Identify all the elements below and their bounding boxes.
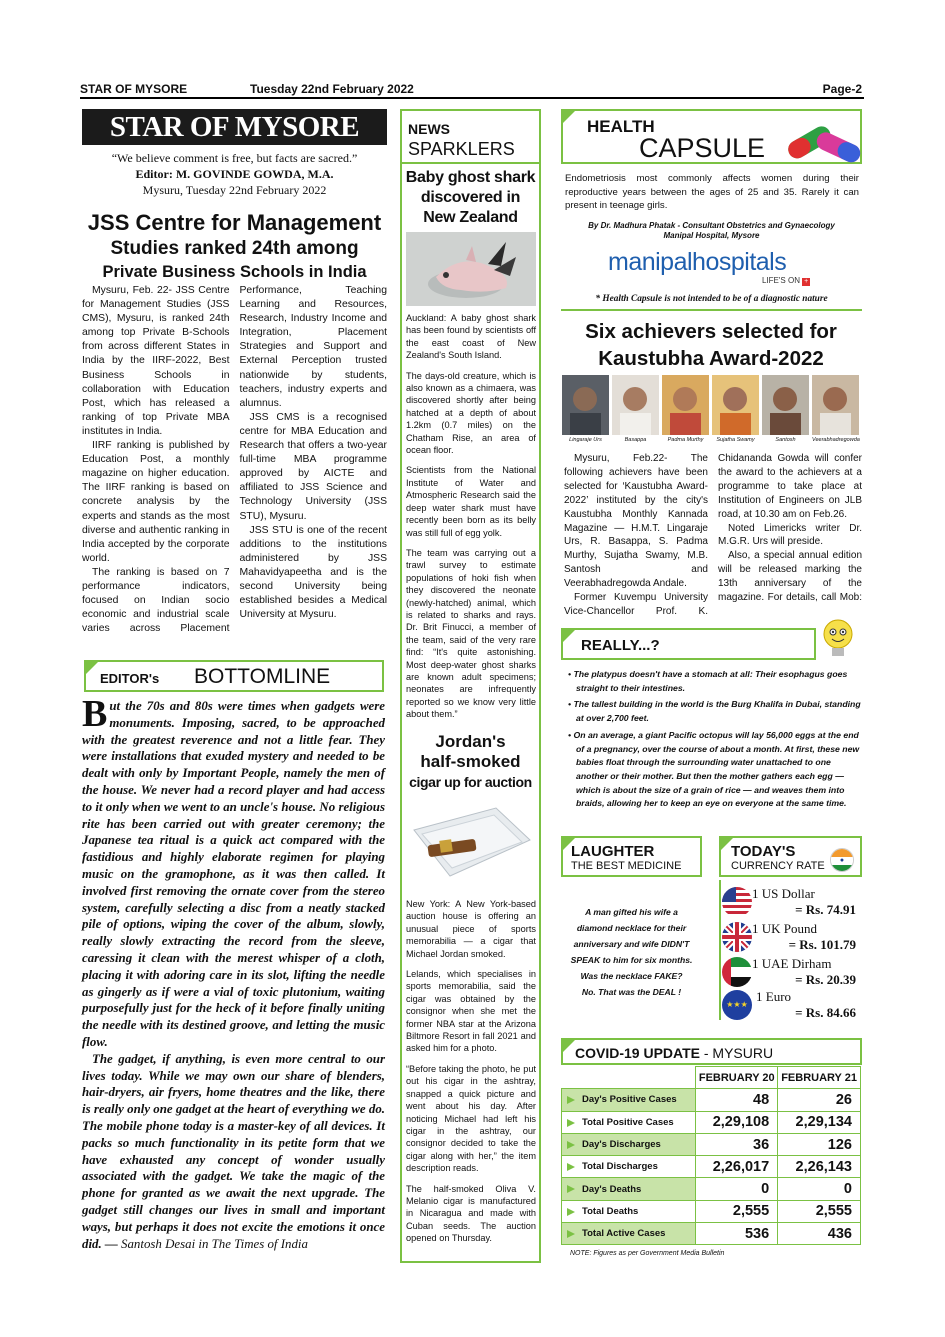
portrait-caption: Basappa (624, 437, 647, 443)
currency-subtitle: CURRENCY RATE (731, 860, 825, 872)
award-body (564, 452, 862, 624)
laughter-joke (561, 904, 702, 1000)
uae-flag-icon (722, 957, 752, 987)
really-item: • The platypus doesn't have a stomach at all: Their esophagus goes straight to their intestines. (568, 669, 848, 693)
health-title: CAPSULE (639, 133, 766, 163)
news-paragraph: New York: A New York-based auction house is offering an unusual piece of sports memorabilia — a cigar that Michael Jordan smoked. (406, 899, 536, 959)
covid-note: NOTE: Figures as per Government Media Bulletin (570, 1250, 725, 1257)
currency-name: 1 UAE Dirham (752, 956, 832, 971)
covid-empty-cell (562, 1067, 696, 1089)
covid-title (575, 1045, 773, 1061)
covid-col-feb21: FEBRUARY 21 (778, 1067, 861, 1089)
corner-triangle-icon (561, 628, 577, 644)
award-paragraph: Also, a special annual edition will be released marking the 13th anniversary of the magazine. For details, call Mob: (718, 550, 862, 604)
masthead-title: STAR OF MYSORE (82, 109, 387, 145)
portrait-caption: Veerabhadregowda (812, 437, 860, 443)
covid-row-label-text: Total Active Cases (582, 1228, 666, 1240)
jordan-headline-line2: half-smoked (420, 752, 521, 771)
news-paragraph: Lelands, which specialises in sports memorabilia, said the cigar was obtained by the consignor when she met the former NBA star at the Arizona Biltmore Resort in fall 2021 and asked him for a photo. (406, 969, 536, 1054)
covid-row-label-text: Total Positive Cases (582, 1116, 674, 1128)
covid-row-label-text: Total Deaths (582, 1205, 639, 1217)
covid-row (562, 1111, 861, 1133)
jss-headline-line3: Private Business Schools in India (102, 263, 367, 281)
covid-row (562, 1200, 861, 1222)
really-item-text: On an average, a giant Pacific octopus will lay 56,000 eggs at the end of a pregnancy, over the course of about a month. At first, these new babies float through the surrounding water unattached to one another or their mother. But then the mother gathers each egg — which is about the size of a grain of rice — and weaves them into braids, allowing her to keep an eye on everyone at the same time. (573, 729, 860, 809)
masthead (82, 150, 387, 198)
uk-flag-icon (722, 922, 752, 952)
covid-title-main: COVID-19 UPDATE (575, 1045, 700, 1061)
cigar-illustration (406, 800, 536, 892)
currency-name: 1 Euro (756, 989, 792, 1004)
award-portraits (562, 375, 862, 445)
covid-value: 36 (696, 1133, 778, 1155)
award-paragraph: Mysuru, Feb.22- The following achievers have been selected for ‘Kaustubha Award-2022’ instituted by the city's Kaustubha Monthly Kannada Magazine — H.M.T. Lingaraje Urs, R. Basappa, S. Padma Murthy, Sujatha Swamy, M.B. Santosh and Veerabhadregowda Andale. (564, 453, 708, 590)
corner-triangle-icon (84, 660, 100, 676)
portrait-photo (712, 375, 759, 435)
header-paper-name: STAR OF MYSORE (80, 82, 188, 96)
really-item: • The tallest building in the world is the Burg Khalifa in Dubai, standing at over 2,700 feet. (568, 699, 861, 724)
india-flag-icon: ● (830, 848, 854, 872)
cigar-ashtray-photo (406, 800, 536, 892)
ghost-shark-photo (406, 232, 536, 306)
health-tag: HEALTH (587, 117, 655, 136)
covid-row (562, 1156, 861, 1178)
covid-row-label (562, 1111, 696, 1133)
health-text: Endometriosis most commonly affects women during their reproductive years between the ages of 25 and 35. Rarely it can present in teenage girls. (565, 173, 859, 211)
jss-headline (82, 209, 387, 283)
covid-row-label (562, 1133, 696, 1155)
bulb-mascot-icon (816, 616, 860, 664)
currency-value: = Rs. 101.79 (788, 937, 856, 952)
covid-value: 2,555 (778, 1200, 861, 1222)
jss-headline-line1: JSS Centre for Management (87, 210, 382, 235)
currency-value: = Rs. 84.66 (795, 1005, 856, 1020)
covid-value: 0 (778, 1178, 861, 1200)
jss-paragraph: IIRF ranking is published by Education Post, a monthly magazine on higher education. The IIRF ranking is based on concrete analysis by the experts and stands as the most diverse and authentic ranking in India accepted by the corporate world. (82, 440, 230, 564)
health-byline-hospital: Manipal Hospital, Mysore (663, 231, 760, 240)
portrait-caption: Sujatha Swamy (716, 437, 755, 443)
editors-tag: EDITOR's (100, 671, 160, 686)
portrait-caption: Padma Murthy (667, 437, 704, 443)
currency-value: = Rs. 74.91 (795, 902, 856, 917)
masthead-editor: Editor: M. GOVINDE GOWDA, M.A. (135, 167, 334, 181)
manipal-logo: manipalhospitals (608, 248, 787, 276)
joke-line: No. That was the DEAL ! (581, 987, 682, 997)
portrait-photo (612, 375, 659, 435)
header-date: Tuesday 22nd February 2022 (250, 82, 414, 96)
currency-eur (756, 989, 856, 1021)
covid-value: 2,29,108 (696, 1111, 778, 1133)
laughter-header (561, 836, 702, 877)
covid-row-label (562, 1178, 696, 1200)
arrow-icon (567, 1141, 575, 1149)
plus-icon: + (804, 278, 809, 285)
arrow-icon (567, 1185, 575, 1193)
covid-value: 2,26,017 (696, 1156, 778, 1178)
covid-header-row (562, 1067, 861, 1089)
news-paragraph: The half-smoked Oliva V. Melanio cigar is manufactured in Nicaragua and made with Cuban seeds. The auction opened on Thursday. (406, 1183, 536, 1244)
arrow-icon (567, 1119, 575, 1127)
currency-gbp (752, 921, 856, 953)
editors-body (82, 693, 385, 1252)
jss-paragraph: Mysuru, Feb. 22- JSS Centre for Management Studies (JSS CMS), Mysuru, is ranked 24th among top Private B-Schools from across different States in India by the IIRF-2022, Best Business Schools in collaboration with Education Post, which has released a ranking of top Private MBA institutes in India. (82, 285, 230, 437)
covid-value: 48 (696, 1089, 778, 1111)
health-byline (561, 221, 862, 241)
manipal-tagline (762, 276, 810, 286)
covid-value: 126 (778, 1133, 861, 1155)
laughter-subtitle: THE BEST MEDICINE (571, 860, 682, 872)
eu-flag-icon: ★★★ (722, 990, 752, 1020)
really-item-text: The platypus doesn't have a stomach at all: Their esophagus goes straight to their intestines. (573, 669, 848, 693)
portrait-photo (812, 375, 859, 435)
editors-bottomline-header (84, 660, 384, 692)
covid-value: 0 (696, 1178, 778, 1200)
news-headline-ghost-shark: Baby ghost shark discovered in New Zealand (405, 169, 536, 226)
really-item-text: The tallest building in the world is the Burg Khalifa in Dubai, standing at over 2,700 feet. (573, 699, 861, 724)
covid-value: 26 (778, 1089, 861, 1111)
covid-row (562, 1223, 861, 1245)
covid-value: 2,29,134 (778, 1111, 861, 1133)
editors-credit: Santosh Desai in The Times of India (121, 1236, 308, 1251)
covid-value: 2,26,143 (778, 1156, 861, 1178)
currency-aed (752, 956, 856, 988)
joke-line: A man gifted his wife a (585, 907, 678, 917)
currency-usd (752, 886, 856, 918)
masthead-motto: “We believe comment is free, but facts are sacred.” (111, 151, 358, 165)
news-headline-jordan (404, 732, 537, 792)
covid-row-label (562, 1089, 696, 1111)
header-page-number: Page-2 (822, 82, 862, 96)
portrait-photo (762, 375, 809, 435)
currency-value: = Rs. 20.39 (795, 972, 856, 987)
portrait-caption: Santosh (775, 437, 796, 443)
news-paragraph: Auckland: A baby ghost shark has been found by scientists off the east coast of New Zealand's South Island. (406, 313, 536, 361)
covid-row (562, 1089, 861, 1111)
covid-row-label (562, 1156, 696, 1178)
joke-line: SPEAK to him for six months. (570, 955, 693, 965)
award-headline (556, 318, 866, 372)
currency-name: 1 UK Pound (752, 921, 818, 936)
covid-row-label-text: Total Discharges (582, 1161, 658, 1173)
really-list (566, 668, 862, 811)
news-paragraph: The team was carrying out a trawl survey to estimate populations of hoki fish when they discovered the neonate (newly-hatched) animal, which is related to sharks and rays. Dr. Brit Finucci, a member of the team, said of the very rare find: “It's quite astonishing. Most deep-water ghost sharks are known adult specimens; neonates are infrequently reported so we know very little about them.” (406, 547, 536, 720)
capsule-pills-icon (780, 112, 862, 168)
award-headline-line2: Kaustubha Award-2022 (598, 347, 824, 370)
news-jordan-body (406, 898, 536, 1253)
news-title: SPARKLERS (408, 139, 515, 159)
jss-paragraph: The ranking is based on 7 performance indicators, focused on Indian socio economic and industrial scale varies across Placement Performance, Teaching Learning and Resources, Research, Industry Income and Integration, Placement Strategies and Support and External Perception trusted nationwide by students, teachers, industry experts and alumnus. (82, 285, 387, 635)
joke-line: anniversary and wife DIDN'T (573, 939, 690, 949)
covid-row-label (562, 1200, 696, 1222)
award-paragraph: Former Kuvempu University Vice-Chancellor Prof. K. Chidananda Gowda will confer the award to the achievers at a programme to take place at Institution of Engineers on JLB road, at 10.30 am on Feb.26. (564, 453, 862, 617)
jss-paragraph: JSS STU is one of the recent additions to the institutions administered by JSS Mahavidyapeetha and is the second University being established besides a Medical University at Mysuru. (239, 524, 387, 621)
covid-col-feb20: FEBRUARY 20 (696, 1067, 778, 1089)
health-byline-doctor: By Dr. Madhura Phatak - Consultant Obstetrics and Gynaecology (588, 221, 835, 230)
covid-row (562, 1133, 861, 1155)
health-disclaimer: * Health Capsule is not intended to be of a diagnostic nature (595, 294, 828, 304)
really-item: • On an average, a giant Pacific octopus will lay 56,000 eggs at the end of a pregnancy, over the course of about a month. At first, these new babies float through the surrounding water unattached to one another or their mother. But then the mother gathers each egg — which is about the size of a grain of rice — and weaves them into braids, allowing her to keep an eye on everyone at the same time. (568, 729, 860, 809)
manipal-tagline-text: LIFE'S ON (762, 276, 800, 285)
covid-row-label-text: Day's Deaths (582, 1183, 642, 1195)
ghost-shark-illustration (406, 232, 536, 306)
corner-triangle-icon (561, 109, 577, 125)
covid-header (561, 1038, 862, 1065)
covid-table (561, 1066, 861, 1245)
covid-row-label-text: Day's Discharges (582, 1139, 661, 1151)
us-flag-icon (722, 887, 752, 917)
editors-paragraph: The gadget, if anything, is even more central to our lives today. While we may own our share of blenders, hair-dryers, air fryers, home theatres and the like, there is really only one gadget at the heart of everything we do. The mobile phone today is a master-key of all devices. It packs so much functionality in its petite form that we have exhausted any concept of wonder usually associated with the gadget. We take the magic of the phone for granted as we await the next upgrade. The gadget still changes our lives in small and important ways, but perhaps it does not excite the emotions it once did. — (82, 1051, 385, 1251)
currency-name: 1 US Dollar (752, 886, 815, 901)
joke-line: diamond necklace for their (576, 923, 687, 933)
jss-article-body (82, 284, 387, 650)
page-header (80, 79, 864, 99)
covid-value: 436 (778, 1223, 861, 1245)
news-paragraph: “Before taking the photo, he put out his cigar in the ashtray, snapped a quick picture and went about his day. After noticing Michael had left his cigar in the ashtray, our consignor decided to take the cigar along with her,” the item description reads. (406, 1063, 536, 1174)
jss-headline-line2: Studies ranked 24th among (110, 238, 359, 259)
masthead-dateline: Mysuru, Tuesday 22nd February 2022 (142, 183, 327, 197)
really-header (561, 628, 816, 660)
jss-paragraph: JSS CMS is a recognised centre for MBA Education and Research that offers a two-year full-time MBA programme approved by AICTE and affiliated to JSS Science and Technology University (JSS STU), Mysuru. (239, 411, 387, 522)
covid-value: 2,555 (696, 1200, 778, 1222)
editors-dropcap: B (82, 693, 108, 735)
news-paragraph: The days-old creature, which is also known as a chimaera, was discovered shortly after being hatched at a depth of about 1.2km (0.7 miles) on the Chatham Rise, an area of ocean floor. (406, 370, 536, 456)
jordan-headline-line1: Jordan's (435, 732, 506, 751)
covid-row-label (562, 1223, 696, 1245)
covid-title-city: - MYSURU (699, 1045, 774, 1061)
editors-title: BOTTOMLINE (194, 665, 331, 688)
portrait-photo (562, 375, 609, 435)
covid-value: 536 (696, 1223, 778, 1245)
currency-title: TODAY'S (731, 843, 796, 860)
joke-line: Was the necklace FAKE? (580, 971, 683, 981)
award-headline-line1: Six achievers selected for (585, 320, 837, 343)
covid-row (562, 1178, 861, 1200)
editors-paragraph: ut the 70s and 80s were times when gadgets were monuments. Imposing, sacred, to be approached with the greatest reverence and not a little fear. They were installations that exuded mystery and needed to be dealt with only by Important People, namely the men of the house. We never had a record player and had access to it only when we went to an uncle's house. No religious rite has been carried out with greater ceremony; the Japanese tea ritual is a quick act compared with the fastidious and highly elaborate regimen for playing music on the gramophone, as it was then called. It involved first removing the ornate cover from the stereo system, carefully selecting a disc from a neatly stacked pile of options, wiping the cover of the album, slowly, really slowly extracting the record from the sleeve, caressing it clean with the merest whisper of a cloth, placing it with adoring care in its slot, lifting the needle as gingerly as if were a vial of toxic plutonium, waiting purposefully just for the heck of it before finally uniting the needle with its destined groove, and letting the music flow. (82, 699, 385, 1049)
award-paragraph: Noted Limericks writer Dr. M.G.R. Urs will preside. (718, 522, 862, 548)
arrow-icon (567, 1208, 575, 1216)
really-title: REALLY...? (581, 637, 660, 654)
arrow-icon (567, 1163, 575, 1171)
covid-row-label-text: Day's Positive Cases (582, 1094, 677, 1106)
jordan-headline-line3: cigar up for auction (409, 774, 532, 790)
laughter-title: LAUGHTER (571, 843, 655, 860)
health-divider (561, 309, 862, 311)
news-paragraph: Scientists from the National Institute of Water and Atmospheric Research said the deep water shark must have recently been born as its belly was still full of egg yolk. (406, 465, 536, 538)
news-ghost-shark-body (406, 312, 536, 729)
news-tag: NEWS (408, 121, 450, 137)
news-divider (402, 162, 539, 164)
portrait-caption: Lingaraje Urs (569, 437, 602, 443)
portrait-photo (662, 375, 709, 435)
arrow-icon (567, 1096, 575, 1104)
arrow-icon (567, 1230, 575, 1238)
